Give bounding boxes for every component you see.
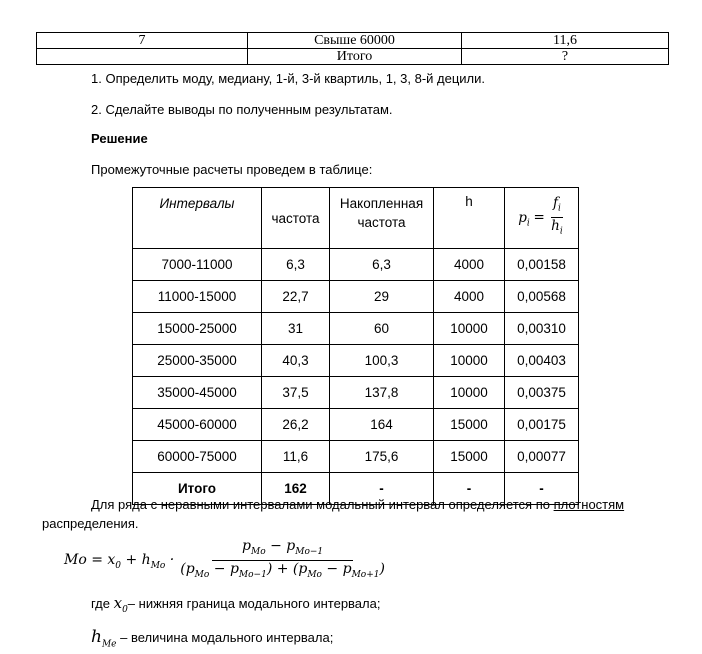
table-cell: 4000 [434, 249, 505, 281]
table-cell: 15000 [434, 409, 505, 441]
table-row [37, 49, 669, 65]
task-item-2: 2. Сделайте выводы по полученным результатам. [91, 102, 393, 117]
modal-interval-text: Для ряда с неравными интервалами модальный интервал определяется по плотностям [91, 497, 625, 512]
table-cell: 15000-25000 [133, 313, 262, 345]
table-row [133, 441, 579, 473]
table-cell: 175,6 [330, 441, 434, 473]
table-cell: 26,2 [262, 409, 330, 441]
table-cell: 25000-35000 [133, 345, 262, 377]
table-cell: 29 [330, 281, 434, 313]
table-cell: Итого [133, 473, 262, 505]
table-cell: 11,6 [262, 441, 330, 473]
table-cell: 11000-15000 [133, 281, 262, 313]
table-row [133, 313, 579, 345]
table-cell: - [330, 473, 434, 505]
table-row [133, 377, 579, 409]
table-cell: 137,8 [330, 377, 434, 409]
table-cell: 4000 [434, 281, 505, 313]
table-cell: 7000-11000 [133, 249, 262, 281]
modal-interval-text-cont: распределения. [42, 516, 139, 531]
table-cell: 15000 [434, 441, 505, 473]
table-cell: 60000-75000 [133, 441, 262, 473]
header-frequency: частота [262, 188, 330, 249]
header-intervals: Интервалы [133, 188, 262, 249]
table-cell: 0,00158 [505, 249, 579, 281]
table-row [133, 345, 579, 377]
formula-fraction: $\frac{p_{Mo} - p_{Mo-1}}{(p_{Mo} - p_{Mo-1}) + (p_{Mo} - p_{Mo+1})}$ [180, 538, 385, 580]
table-row [133, 409, 579, 441]
density-lhs: $p_i$ [518, 209, 530, 229]
formula-lhs: $Mo = x_0 + h_{Mo}$ · [64, 551, 175, 571]
table-cell: 40,3 [262, 345, 330, 377]
table-cell: 0,00175 [505, 409, 579, 441]
table-cell: 35000-45000 [133, 377, 262, 409]
table-cell: 0,00310 [505, 313, 579, 345]
definition-x0: где $x_0-$ нижняя граница модального интервала; [91, 594, 381, 615]
table-cell: 0,00077 [505, 441, 579, 473]
table-cell: 6,3 [262, 249, 330, 281]
table-cell: 31 [262, 313, 330, 345]
mode-formula [64, 536, 387, 586]
table-cell: 100,3 [330, 345, 434, 377]
definition-h: $h_{Me}$ – величина модального интервала; [91, 627, 334, 650]
header-cumulative [330, 188, 434, 249]
table-cell: Свыше 60000 [248, 33, 462, 49]
table-cell: - [505, 473, 579, 505]
table-cell: 10000 [434, 345, 505, 377]
table-row [133, 249, 579, 281]
table-cell: 10000 [434, 313, 505, 345]
table-cell: 11,6 [462, 33, 669, 49]
table-row [133, 281, 579, 313]
table-header-row [133, 188, 579, 249]
top-table [36, 32, 669, 65]
table-cell: 22,7 [262, 281, 330, 313]
table-cell: 6,3 [330, 249, 434, 281]
table-cell: 10000 [434, 377, 505, 409]
solution-intro: Промежуточные расчеты проведем в таблице: [91, 162, 373, 177]
table-cell: 45000-60000 [133, 409, 262, 441]
header-cumulative-line2: частота [357, 215, 406, 230]
table-cell: 0,00403 [505, 345, 579, 377]
table-cell [37, 49, 248, 65]
task-item-1: 1. Определить моду, медиану, 1-й, 3-й квартиль, 1, 3, 8-й децили. [91, 71, 486, 86]
table-cell: Итого [248, 49, 462, 65]
table-cell: 164 [330, 409, 434, 441]
table-row [37, 33, 669, 49]
table-cell: 7 [37, 33, 248, 49]
table-cell: 0,00568 [505, 281, 579, 313]
table-cell: 0,00375 [505, 377, 579, 409]
header-cumulative-line1: Накопленная [339, 196, 424, 211]
table-cell: - [434, 473, 505, 505]
density-fraction: $\frac{f_i}{h_i}$ [551, 195, 563, 237]
table-cell: ? [462, 49, 669, 65]
table-cell: 60 [330, 313, 434, 345]
table-cell: 162 [262, 473, 330, 505]
densities-link[interactable]: плотностям [553, 497, 625, 512]
calc-table [132, 187, 579, 505]
header-density: $p_i$ = $\frac{f_i}{h_i}$ [505, 188, 579, 249]
table-cell: 37,5 [262, 377, 330, 409]
solution-heading: Решение [91, 131, 148, 146]
header-h: h [434, 188, 505, 249]
